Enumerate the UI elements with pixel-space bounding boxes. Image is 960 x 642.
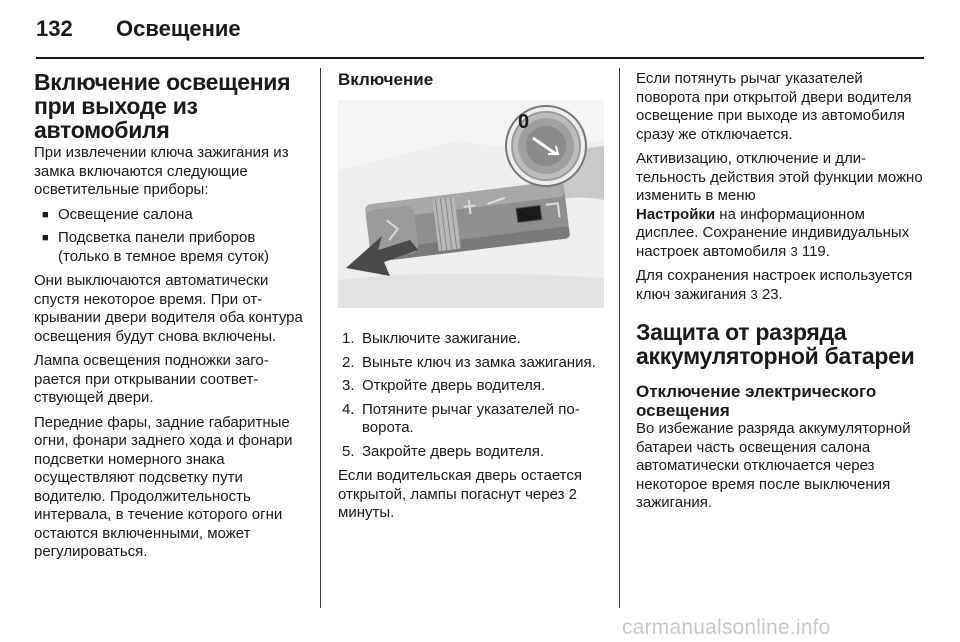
header-rule: [36, 57, 924, 59]
list-item: 2. Выньте ключ из замка зажигания.: [342, 353, 596, 371]
column-divider: [320, 68, 321, 608]
column-1: [34, 70, 310, 568]
paragraph: Если потянуть рычаг указателей поворота при открытой двери водителя освещение при выходе из автомобиля сразу же отключается.: [636, 70, 912, 143]
paragraph: Они выключаются автоматически спустя некоторое время. При открывании двери водителя оба контура освещения будут снова включены.: [34, 272, 303, 345]
page-reference-arrow-icon: 3: [750, 286, 758, 302]
list-item: ■ Освещение салона: [42, 205, 193, 223]
bullet-icon: ■: [42, 208, 49, 221]
section-heading: Включение освещения при выходе из автомобиля: [34, 69, 291, 143]
watermark: carmanualsonline.info: [622, 616, 831, 639]
list-item: ■ Подсветка панели приборов (только в темное время суток): [42, 229, 270, 265]
page-number: 132: [36, 16, 73, 41]
bullet-list: [34, 206, 310, 267]
page-reference-arrow-icon: 3: [790, 243, 798, 259]
column-2: [338, 70, 614, 529]
paragraph: Лампа освещения подножки загорается при открывании соответствующей двери.: [34, 352, 269, 406]
bullet-icon: ■: [42, 232, 49, 244]
list-item: 4. Потяните рычаг указателей поворота.: [342, 400, 580, 436]
paragraph: Во избежание разряда аккумуляторной батареи часть освещения салона автоматически отключается через некоторое время после выключения зажигания.: [636, 420, 911, 511]
paragraph: Передние фары, задние габаритные огни, фонари заднего хода и фонари подсветки номерного знака осуществляют подсветку пути водителю. Продолжительность интервала, в течение которого огни остаются включенными, может регулироваться.: [34, 413, 293, 560]
subsection-heading: Включение: [338, 70, 434, 89]
section-heading: Защита от разряда аккумуляторной батареи: [636, 319, 915, 369]
subsection-heading: Отключение электрического освещения: [636, 382, 877, 420]
list-item: 1. Выключите зажигание.: [342, 330, 521, 347]
menu-name: Настройки: [636, 205, 716, 223]
paragraph: Если водительская дверь остается открытой, лампы погаснут через 2 минуты.: [338, 467, 582, 521]
page-reference[interactable]: 23.: [757, 285, 783, 303]
page-section-title: Освещение: [116, 16, 241, 41]
column-divider: [619, 68, 620, 608]
steps-list: [338, 330, 614, 461]
list-item: 3. Откройте дверь водителя.: [342, 377, 546, 394]
turn-signal-lever-illustration: [338, 100, 604, 308]
list-item: 5. Закройте дверь водителя.: [342, 442, 544, 460]
illustration-label: 0: [518, 111, 530, 133]
paragraph: Для сохранения настроек используется ключ зажигания 3 23.: [636, 267, 913, 303]
page-reference[interactable]: 119.: [797, 242, 830, 260]
intro-paragraph: При извлечении ключа зажигания из замка включаются следующие осветительные приборы:: [34, 144, 289, 198]
column-3: [636, 70, 926, 519]
paragraph: Активизацию, отключение и длительность действия этой функции можно изменить в меню Настройки на информационном дисплее. Сохранение индивидуальных настроек автомобиля 3 119.: [636, 150, 923, 260]
